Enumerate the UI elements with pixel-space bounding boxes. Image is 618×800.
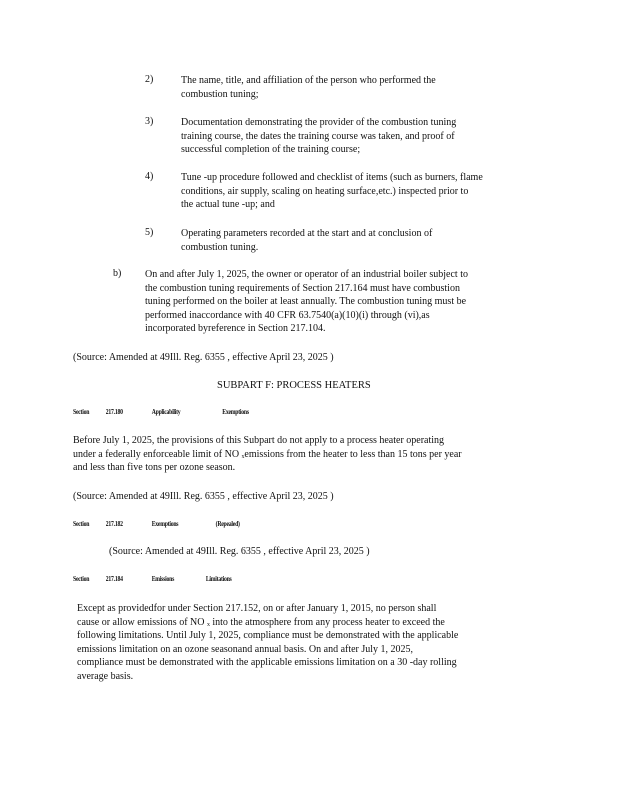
section-title: Limitations bbox=[205, 575, 232, 583]
text-line: compliance must be demonstrated with the applicable emissions limitation on a 30 -day rolling bbox=[77, 657, 457, 668]
list-item-number: 4) bbox=[145, 171, 154, 182]
text-line: combustion tuning; bbox=[181, 88, 259, 100]
text-line: Documentation demonstrating the provider of the combustion tuning bbox=[181, 117, 457, 128]
text-line: and less than five tons per ozone season. bbox=[73, 462, 236, 473]
text-line: performed inaccordance with 40 CFR 63.7540(a)(10)(i) through (vi),as bbox=[145, 309, 430, 321]
subpart-title: SUBPART F: PROCESS HEATERS bbox=[217, 380, 371, 391]
text-line: average basis. bbox=[77, 670, 134, 682]
paragraph bbox=[77, 602, 537, 683]
list-item-number: b) bbox=[113, 268, 122, 279]
section-title: Exemptions bbox=[222, 408, 249, 416]
section-title: Emissions bbox=[151, 575, 175, 583]
section-label: Section bbox=[73, 575, 90, 583]
text-line: the actual tune -up; and bbox=[181, 199, 275, 210]
text-line: Tune -up procedure followed and checklist of items (such as burners, flame bbox=[181, 172, 483, 183]
section-number: 217.184 bbox=[105, 575, 123, 583]
text-line: training course, the dates the training course was taken, and proof of bbox=[181, 130, 455, 142]
section-heading bbox=[73, 408, 249, 416]
list-item-number: 3) bbox=[145, 116, 154, 127]
section-heading bbox=[73, 575, 232, 583]
text-line: the combustion tuning requirements of Section 217.164 must have combustion bbox=[145, 282, 460, 294]
text-line: Operating parameters recorded at the start and at conclusion of bbox=[181, 228, 433, 239]
section-label: Section bbox=[73, 520, 90, 528]
list-item-text bbox=[181, 116, 531, 157]
text-line: combustion tuning. bbox=[181, 241, 259, 253]
text-line: Except as providedfor under Section 217.152, on or after January 1, 2015, no person shall bbox=[77, 603, 437, 614]
text-line: following limitations. Until July 1, 2025, compliance must be demonstrated with the applicable bbox=[77, 630, 459, 641]
list-item-text bbox=[145, 268, 545, 336]
text-line: incorporated byreference in Section 217.104. bbox=[145, 323, 326, 334]
text-line: Before July 1, 2025, the provisions of this Subpart do not apply to a process heater operating bbox=[73, 435, 445, 446]
section-label: Section bbox=[73, 408, 90, 416]
paragraph bbox=[73, 434, 543, 475]
section-title: Exemptions bbox=[151, 520, 179, 528]
text-line: On and after July 1, 2025, the owner or operator of an industrial boiler subject to bbox=[145, 269, 468, 280]
text-line: under a federally enforceable limit of NO ₓemissions from the heater to less than 15 tons per year bbox=[73, 448, 462, 460]
text-line: tuning performed on the boiler at least annually. The combustion tuning must be bbox=[145, 296, 467, 307]
section-number: 217.180 bbox=[105, 408, 123, 416]
section-heading bbox=[73, 520, 240, 528]
list-item-number: 5) bbox=[145, 227, 154, 238]
list-item-text bbox=[181, 171, 541, 212]
list-item-text bbox=[181, 227, 531, 254]
text-line: The name, title, and affiliation of the person who performed the bbox=[181, 75, 436, 86]
text-line: cause or allow emissions of NO ₓ into the atmosphere from any process heater to exceed the bbox=[77, 616, 445, 628]
list-item-text bbox=[181, 74, 531, 101]
source-note: (Source: Amended at 49Ill. Reg. 6355 , effective April 23, 2025 ) bbox=[109, 546, 370, 557]
section-title: (Repealed) bbox=[215, 520, 240, 528]
section-number: 217.182 bbox=[105, 520, 123, 528]
text-line: successful completion of the training course; bbox=[181, 144, 361, 155]
text-line: emissions limitation on an ozone seasonand annual basis. On and after July 1, 2025, bbox=[77, 643, 414, 655]
list-item-number: 2) bbox=[145, 74, 154, 85]
text-line: conditions, air supply, scaling on heating surface,etc.) inspected prior to bbox=[181, 185, 469, 197]
section-title: Applicability bbox=[151, 408, 181, 416]
source-note: (Source: Amended at 49Ill. Reg. 6355 , effective April 23, 2025 ) bbox=[73, 491, 334, 502]
source-note: (Source: Amended at 49Ill. Reg. 6355 , effective April 23, 2025 ) bbox=[73, 352, 334, 363]
